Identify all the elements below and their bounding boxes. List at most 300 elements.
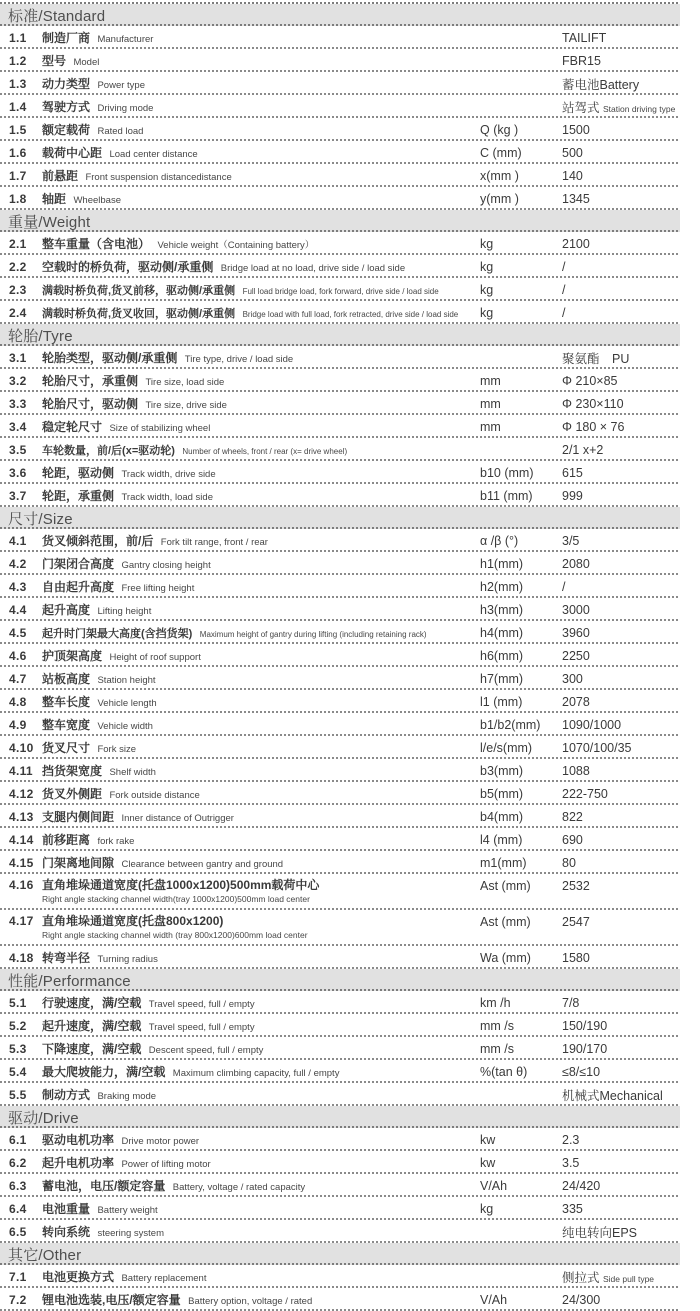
row-label-en: Maximum height of gantry during lifting (including retaining rack)	[199, 629, 427, 639]
row-label-en: Power type	[97, 79, 145, 91]
row-label-zh: 满载时桥负荷,货叉收回，驱动侧/承重侧	[42, 307, 236, 320]
row-label	[42, 878, 480, 905]
spec-row	[0, 369, 680, 392]
row-unit-symbol: kg	[480, 305, 494, 320]
row-label	[42, 831, 480, 849]
row-number: 4.9	[9, 717, 27, 732]
section-title: 驱动/Drive	[8, 1109, 79, 1127]
row-unit-symbol: %(tan θ)	[480, 1064, 528, 1079]
row-label-zh: 货叉倾斜范围，前/后	[42, 533, 154, 548]
section-header	[0, 507, 680, 529]
row-label-en: Fork size	[97, 743, 137, 755]
spec-row	[0, 1128, 680, 1151]
row-unit-symbol: b3(mm)	[480, 763, 524, 778]
spec-row	[0, 910, 680, 946]
row-value	[562, 169, 680, 183]
row-label-en: Tire type, drive / load side	[184, 353, 294, 365]
row-value-main: 690	[562, 832, 583, 847]
spec-row	[0, 713, 680, 736]
spec-row	[0, 759, 680, 782]
row-label-en: fork rake	[97, 835, 135, 847]
row-label-zh: 电池重量	[42, 1201, 91, 1216]
spec-section	[0, 507, 680, 969]
section-rows	[0, 1265, 680, 1311]
row-number: 4.13	[9, 809, 34, 824]
row-label	[42, 167, 480, 185]
row-label-zh: 制造厂商	[42, 30, 91, 45]
row-value-main: 1070/100/35	[562, 740, 632, 755]
row-value	[562, 557, 680, 571]
row-label	[42, 1131, 480, 1149]
row-label	[42, 372, 480, 390]
row-label-zh: 支腿内侧间距	[42, 809, 115, 824]
row-label-zh: 行驶速度，满/空载	[42, 995, 142, 1010]
row-unit-symbol: Wa (mm)	[480, 950, 531, 965]
row-unit-symbol: h7(mm)	[480, 671, 524, 686]
row-unit-symbol: h6(mm)	[480, 648, 524, 663]
row-label	[42, 121, 480, 139]
row-label-en: Wheelbase	[73, 194, 121, 206]
row-label-zh: 额定载荷	[42, 122, 91, 137]
spec-row	[0, 26, 680, 49]
row-label	[42, 854, 480, 872]
row-value	[562, 695, 680, 709]
spec-row	[0, 1265, 680, 1288]
row-unit-symbol: b1/b2(mm)	[480, 717, 541, 732]
row-value	[562, 649, 680, 663]
row-value-main: /	[562, 579, 566, 594]
section-rows	[0, 26, 680, 210]
row-label-en: Front suspension distancedistance	[85, 171, 232, 183]
row-label-zh: 前悬距	[42, 168, 79, 183]
row-value	[562, 1223, 680, 1241]
row-label	[42, 949, 480, 967]
spec-section	[0, 4, 680, 210]
row-label-en: Battery replacement	[121, 1272, 207, 1284]
row-label-zh: 满载时桥负荷,货叉前移，驱动侧/承重侧	[42, 284, 236, 297]
row-label-en: Height of roof support	[109, 651, 201, 663]
row-label-en: Vehicle weight（Containing battery）	[157, 239, 315, 251]
section-rows	[0, 1128, 680, 1243]
row-label-zh: 起升高度	[42, 602, 91, 617]
row-value-main: ≤8/≤10	[562, 1064, 601, 1079]
row-label-zh: 直角堆垛通道宽度(托盘1000x1200)500mm载荷中心	[42, 878, 320, 892]
row-label-en: Vehicle width	[97, 720, 153, 732]
spec-row	[0, 851, 680, 874]
row-value	[562, 1202, 680, 1216]
row-value	[562, 534, 680, 548]
row-label-en: Size of stabilizing wheel	[109, 422, 211, 434]
row-label-en: Drive motor power	[121, 1135, 200, 1147]
row-label-zh: 直角堆垛通道宽度(托盘800x1200)	[42, 914, 224, 928]
row-value	[562, 603, 680, 617]
row-number: 4.6	[9, 648, 27, 663]
spec-section	[0, 1243, 680, 1311]
section-rows	[0, 529, 680, 969]
row-value	[562, 1293, 680, 1307]
row-value-main: 1090/1000	[562, 717, 622, 732]
row-unit-symbol: kg	[480, 282, 494, 297]
row-value-main: 190/170	[562, 1041, 608, 1056]
spec-row	[0, 1037, 680, 1060]
spec-row	[0, 392, 680, 415]
row-unit-symbol: α /β (°)	[480, 533, 519, 548]
row-value	[562, 1179, 680, 1193]
row-unit-symbol: V/Ah	[480, 1178, 508, 1193]
spec-row	[0, 575, 680, 598]
row-label-zh: 驱动电机功率	[42, 1132, 115, 1147]
row-label-zh: 前移距离	[42, 832, 91, 847]
row-value-main: 80	[562, 855, 576, 870]
spec-row	[0, 49, 680, 72]
row-unit-symbol: b4(mm)	[480, 809, 524, 824]
row-label-en: Battery option, voltage / rated	[188, 1295, 313, 1307]
row-number: 4.4	[9, 602, 27, 617]
spec-row	[0, 805, 680, 828]
row-unit-symbol: b10 (mm)	[480, 465, 534, 480]
row-label	[42, 418, 480, 436]
row-value-main: Φ 180 × 76	[562, 419, 625, 434]
row-number: 7.2	[9, 1292, 27, 1307]
section-title: 轮胎/Tyre	[8, 327, 73, 345]
row-value-main: 1580	[562, 950, 590, 965]
row-label-zh: 门架离地间隙	[42, 855, 115, 870]
row-value-main: 24/420	[562, 1178, 601, 1193]
row-number: 3.4	[9, 419, 27, 434]
spec-row	[0, 484, 680, 507]
row-label-zh: 轴距	[42, 191, 67, 206]
row-unit-symbol: h1(mm)	[480, 556, 524, 571]
section-header	[0, 4, 680, 26]
row-label-zh: 转向系统	[42, 1224, 91, 1239]
row-value	[562, 374, 680, 388]
row-label-zh: 蓄电池，电压/额定容量	[42, 1178, 166, 1193]
section-header	[0, 1243, 680, 1265]
row-number: 2.3	[9, 282, 27, 297]
row-number: 6.4	[9, 1201, 27, 1216]
row-label	[42, 647, 480, 665]
row-label	[42, 1063, 480, 1081]
row-value-main: Φ 210×85	[562, 373, 618, 388]
section-title: 重量/Weight	[8, 213, 91, 231]
spec-row	[0, 552, 680, 575]
row-unit-symbol: h2(mm)	[480, 579, 524, 594]
row-unit-symbol: mm /s	[480, 1041, 515, 1056]
row-label	[42, 555, 480, 573]
row-number: 4.16	[9, 878, 34, 892]
row-number: 6.5	[9, 1224, 27, 1239]
spec-row	[0, 1060, 680, 1083]
section-header	[0, 969, 680, 991]
row-value	[562, 192, 680, 206]
row-label-zh: 挡货架宽度	[42, 763, 103, 778]
row-unit-symbol: km /h	[480, 995, 511, 1010]
row-value	[562, 349, 680, 367]
row-label	[42, 98, 480, 116]
row-value	[562, 54, 680, 68]
spec-row	[0, 187, 680, 210]
spec-row	[0, 1151, 680, 1174]
row-number: 5.2	[9, 1018, 27, 1033]
spec-row	[0, 164, 680, 187]
spec-section	[0, 210, 680, 324]
row-number: 4.7	[9, 671, 27, 686]
spec-row	[0, 1174, 680, 1197]
row-label-en: Descent speed, full / empty	[148, 1044, 264, 1056]
row-unit-symbol: y(mm )	[480, 191, 519, 206]
row-number: 4.8	[9, 694, 27, 709]
row-value-main: 2100	[562, 236, 590, 251]
row-unit-symbol: kw	[480, 1155, 496, 1170]
spec-row	[0, 141, 680, 164]
row-label	[42, 1200, 480, 1218]
row-label-zh: 空载时的桥负荷，驱动侧/承重侧	[42, 259, 214, 274]
section-rows	[0, 346, 680, 507]
row-number: 4.12	[9, 786, 34, 801]
row-label-en: Tire size, load side	[145, 376, 225, 388]
row-value-main: 24/300	[562, 1292, 601, 1307]
spec-row	[0, 1197, 680, 1220]
row-number: 4.1	[9, 533, 27, 548]
spec-row	[0, 118, 680, 141]
row-value	[562, 489, 680, 503]
row-label	[42, 739, 480, 757]
row-number: 1.3	[9, 76, 27, 91]
row-value	[562, 878, 680, 893]
row-unit-symbol: mm	[480, 396, 501, 411]
row-value	[562, 306, 680, 320]
row-value	[562, 1133, 680, 1147]
spec-row	[0, 415, 680, 438]
section-header	[0, 210, 680, 232]
row-value-main: TAILIFT	[562, 30, 607, 45]
row-value-main: 3000	[562, 602, 590, 617]
row-value-main: 纯电转向EPS	[562, 1225, 638, 1240]
row-label-zh: 最大爬坡能力，满/空载	[42, 1064, 166, 1079]
row-number: 5.4	[9, 1064, 27, 1079]
section-title: 标准/Standard	[8, 7, 106, 25]
row-number: 1.6	[9, 145, 27, 160]
row-number: 1.8	[9, 191, 27, 206]
row-label	[42, 1177, 480, 1195]
row-value-main: 2250	[562, 648, 590, 663]
row-value	[562, 443, 680, 457]
spec-row	[0, 278, 680, 301]
spec-row	[0, 301, 680, 324]
row-value-main: 300	[562, 671, 583, 686]
spec-row	[0, 690, 680, 713]
row-label-en: Right angle stacking channel width(tray 1000x1200)500mm load center	[42, 894, 310, 904]
row-label-en: Travel speed, full / empty	[148, 1021, 255, 1033]
row-value-main: 2532	[562, 879, 590, 893]
row-value-main: 聚氨酯 PU	[562, 351, 630, 366]
spec-table	[0, 2, 680, 1311]
row-number: 7.1	[9, 1269, 27, 1284]
row-value-main: 2078	[562, 694, 590, 709]
row-value-main: 2547	[562, 915, 590, 929]
row-label-en: Battery, voltage / rated capacity	[172, 1181, 306, 1193]
row-value-small: Side pull type	[603, 1273, 655, 1284]
row-value-main: 机械式Mechanical	[562, 1088, 663, 1103]
spec-row	[0, 1014, 680, 1037]
spec-row	[0, 598, 680, 621]
section-title: 性能/Performance	[8, 972, 131, 990]
row-value	[562, 580, 680, 594]
row-label-zh: 车轮数量，前/后(x=驱动轮)	[42, 444, 175, 457]
row-value	[562, 672, 680, 686]
row-label	[42, 281, 480, 299]
row-unit-symbol: b11 (mm)	[480, 488, 533, 503]
row-value	[562, 951, 680, 965]
row-value	[562, 420, 680, 434]
spec-row	[0, 461, 680, 484]
row-unit-symbol: kg	[480, 259, 494, 274]
row-unit-symbol: m1(mm)	[480, 855, 527, 870]
section-rows	[0, 232, 680, 324]
spec-row	[0, 232, 680, 255]
row-label-zh: 门架闭合高度	[42, 556, 115, 571]
spec-row	[0, 946, 680, 969]
row-label-en: Maximum climbing capacity, full / empty	[172, 1067, 340, 1079]
row-label	[42, 785, 480, 803]
row-label	[42, 487, 480, 505]
row-value-main: 1088	[562, 763, 590, 778]
row-label-zh: 货叉外侧距	[42, 786, 103, 801]
row-label-en: Turning radius	[97, 953, 158, 965]
row-number: 6.3	[9, 1178, 27, 1193]
row-label	[42, 144, 480, 162]
row-label-zh: 稳定轮尺寸	[42, 419, 103, 434]
row-unit-symbol: h4(mm)	[480, 625, 524, 640]
row-unit-symbol: x(mm )	[480, 168, 519, 183]
row-value-main: 3.5	[562, 1155, 580, 1170]
row-unit-symbol: kw	[480, 1132, 496, 1147]
row-value-main: 2080	[562, 556, 590, 571]
row-value-main: 2/1 x+2	[562, 442, 604, 457]
row-number: 3.7	[9, 488, 27, 503]
row-value	[562, 260, 680, 274]
row-value	[562, 1042, 680, 1056]
row-number: 4.14	[9, 832, 34, 847]
row-label	[42, 395, 480, 413]
row-value	[562, 787, 680, 801]
row-label	[42, 578, 480, 596]
row-label-zh: 起升电机功率	[42, 1155, 115, 1170]
row-label-en: Shelf width	[109, 766, 156, 778]
row-unit-symbol: mm	[480, 419, 501, 434]
row-number: 1.5	[9, 122, 27, 137]
row-label-zh: 护顶架高度	[42, 648, 103, 663]
spec-row	[0, 782, 680, 805]
row-number: 5.5	[9, 1087, 27, 1102]
row-label	[42, 1291, 480, 1309]
row-label	[42, 1223, 480, 1241]
row-value	[562, 1065, 680, 1079]
row-label	[42, 190, 480, 208]
row-number: 3.3	[9, 396, 27, 411]
row-label	[42, 693, 480, 711]
row-label	[42, 1154, 480, 1172]
row-unit-symbol: Ast (mm)	[480, 879, 531, 893]
row-label	[42, 29, 480, 47]
row-label-en: Full load bridge load, fork forward, drive side / load side	[242, 286, 439, 296]
row-unit-symbol: kg	[480, 236, 494, 251]
spec-row	[0, 72, 680, 95]
row-number: 3.5	[9, 442, 27, 457]
row-value-main: 822	[562, 809, 583, 824]
spec-row	[0, 1288, 680, 1311]
row-label	[42, 914, 480, 941]
spec-section	[0, 1106, 680, 1243]
row-value-main: 7/8	[562, 995, 580, 1010]
row-label-zh: 转弯半径	[42, 950, 91, 965]
row-label-en: Manufacturer	[97, 33, 154, 45]
row-label-zh: 电池更换方式	[42, 1269, 115, 1284]
row-value-main: 500	[562, 145, 583, 160]
row-label-en: Lifting height	[97, 605, 152, 617]
row-label-en: Driving mode	[97, 102, 154, 114]
row-label-zh: 货叉尺寸	[42, 740, 91, 755]
row-value	[562, 741, 680, 755]
row-value-main: 2.3	[562, 1132, 580, 1147]
row-label	[42, 52, 480, 70]
row-value	[562, 283, 680, 297]
row-unit-symbol: Q (kg )	[480, 122, 519, 137]
row-label-zh: 载荷中心距	[42, 145, 103, 160]
row-value	[562, 1156, 680, 1170]
row-label-en: Load center distance	[109, 148, 198, 160]
row-label	[42, 1017, 480, 1035]
row-label-en: Free lifting height	[121, 582, 195, 594]
spec-row	[0, 621, 680, 644]
row-unit-symbol: mm /s	[480, 1018, 515, 1033]
row-value-main: 3960	[562, 625, 590, 640]
row-number: 1.7	[9, 168, 27, 183]
row-label-zh: 整车重量（含电池）	[42, 236, 151, 251]
row-label-zh: 起升时门架最大高度(含挡货架)	[42, 627, 193, 640]
section-title: 其它/Other	[8, 1246, 82, 1264]
row-number: 1.1	[9, 30, 27, 45]
row-number: 3.1	[9, 350, 27, 365]
row-value	[562, 146, 680, 160]
row-label-en: Braking mode	[97, 1090, 157, 1102]
row-value	[562, 718, 680, 732]
row-label-en: Clearance between gantry and ground	[121, 858, 284, 870]
row-label-en: Bridge load with full load, fork retracted, drive side / load side	[242, 309, 459, 319]
row-label-zh: 整车长度	[42, 694, 91, 709]
row-value-main: /	[562, 282, 566, 297]
row-value-small: Station driving type	[603, 103, 676, 114]
row-value	[562, 810, 680, 824]
row-unit-symbol: Ast (mm)	[480, 915, 531, 929]
row-number: 4.10	[9, 740, 34, 755]
row-value	[562, 75, 680, 93]
section-header	[0, 1106, 680, 1128]
row-label-zh: 驾驶方式	[42, 99, 91, 114]
row-label	[42, 994, 480, 1012]
row-value-main: 1345	[562, 191, 590, 206]
row-value	[562, 833, 680, 847]
row-label-zh: 轮胎尺寸，承重侧	[42, 373, 139, 388]
row-value	[562, 98, 680, 116]
row-number: 4.15	[9, 855, 34, 870]
row-label-zh: 起升速度，满/空载	[42, 1018, 142, 1033]
row-value-main: Φ 230×110	[562, 396, 624, 411]
row-label	[42, 1086, 480, 1104]
row-label-en: Gantry closing height	[121, 559, 211, 571]
row-value-main: /	[562, 259, 566, 274]
row-label-en: Power of lifting motor	[121, 1158, 211, 1170]
